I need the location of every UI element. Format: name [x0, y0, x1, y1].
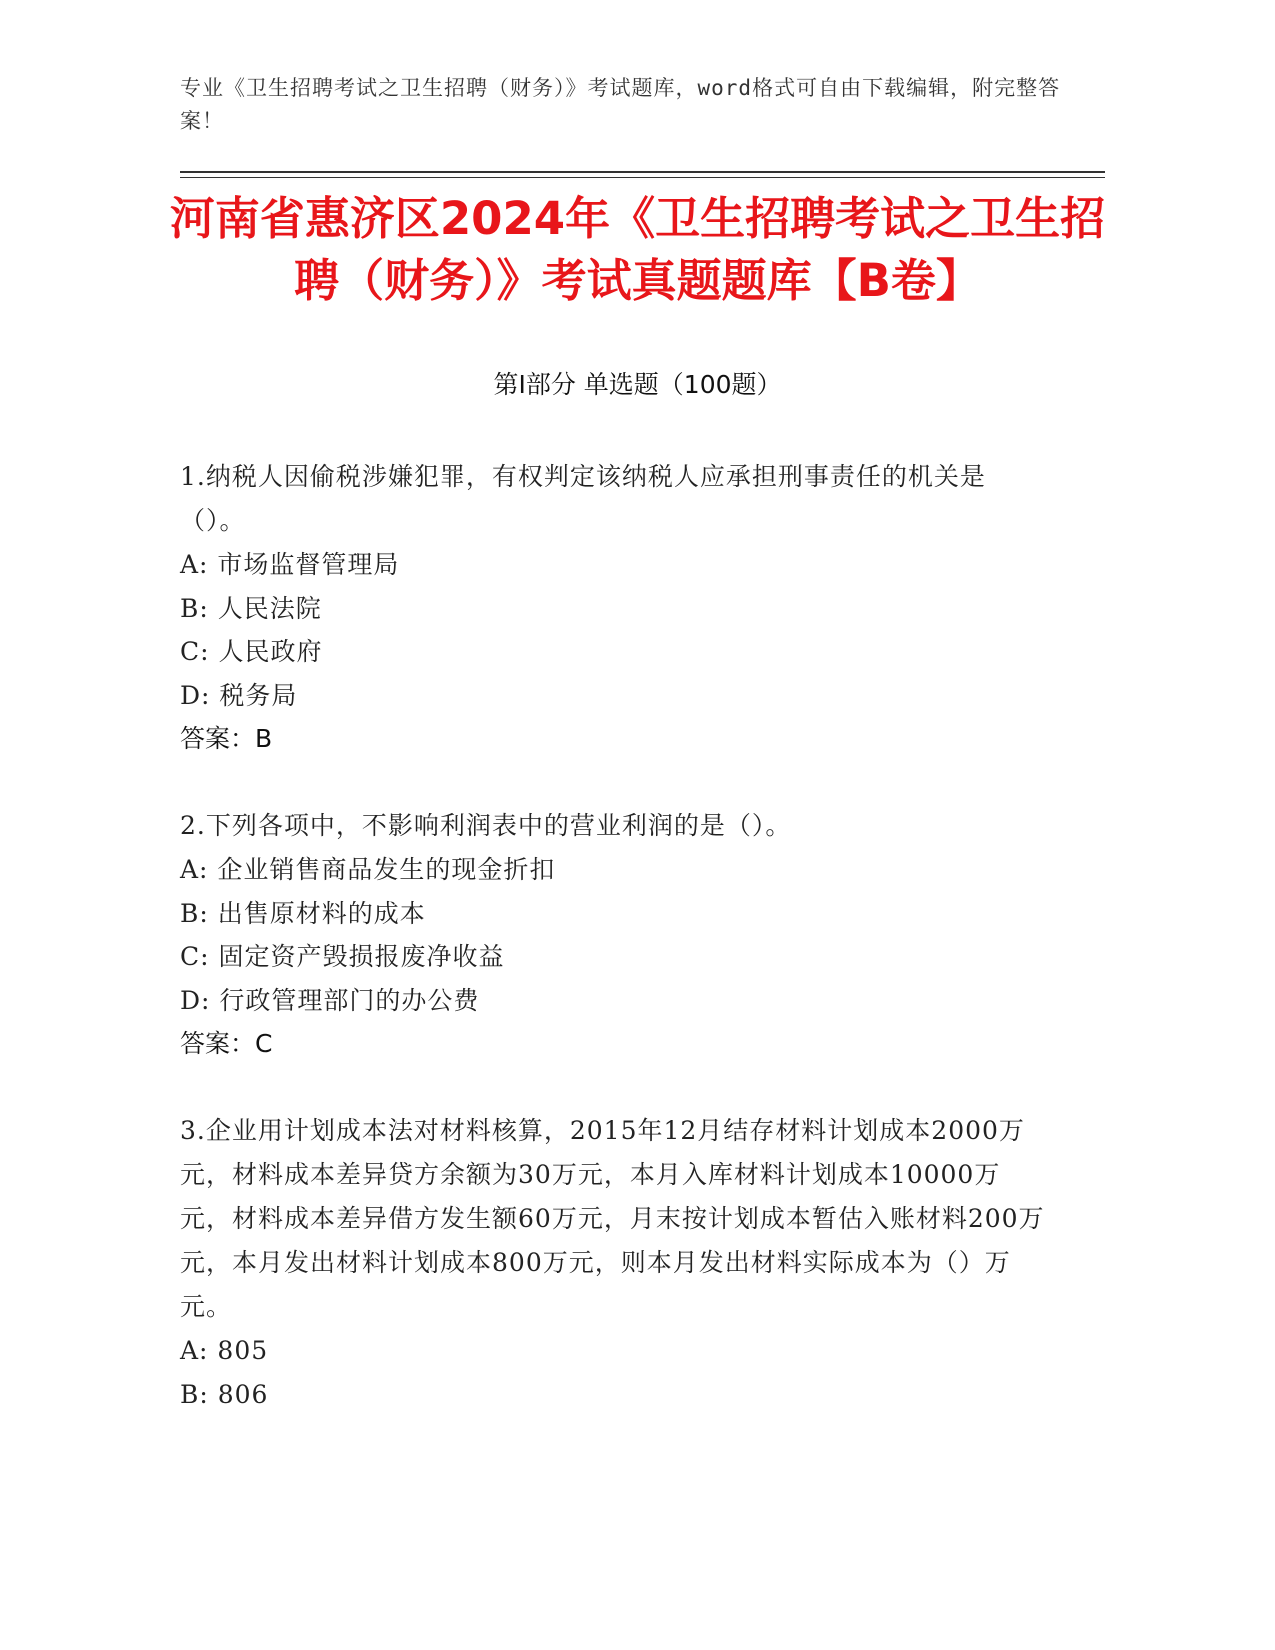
- question-stem: 3.企业用计划成本法对材料核算，2015年12月结存材料计划成本2000万元，材料成本差异贷方余额为30万元，本月入库材料计划成本10000万元，材料成本差异借方发生额60万元，月末按计划成本暂估入账材料200万元，本月发出材料计划成本800万元，则本月发出材料实际成本为（）万元。: [180, 1116, 1045, 1321]
- option-c: C: 固定资产毁损报废净收益: [180, 942, 505, 971]
- section-heading: 第I部分 单选题（100题）: [493, 370, 782, 399]
- answer: 答案：B: [180, 724, 273, 753]
- header-divider-thin: [180, 177, 1105, 178]
- question-1: [180, 455, 1050, 761]
- header-note: 专业《卫生招聘考试之卫生招聘（财务）》考试题库，word格式可自由下载编辑，附完整答案！: [180, 76, 1061, 133]
- option-a: A: 805: [180, 1336, 269, 1365]
- option-b: B: 出售原材料的成本: [180, 898, 426, 928]
- question-stem: 2.下列各项中，不影响利润表中的营业利润的是（）。: [180, 811, 792, 840]
- option-a: A: 市场监督管理局: [180, 550, 400, 579]
- header-divider-thick: [180, 171, 1105, 173]
- document-title: 河南省惠济区2024年《卫生招聘考试之卫生招聘（财务）》考试真题题库【B卷】: [169, 192, 1106, 307]
- option-c: C: 人民政府: [180, 637, 323, 666]
- option-a: A: 企业销售商品发生的现金折扣: [180, 855, 556, 884]
- question-2: [180, 804, 1050, 1066]
- option-b: B: 人民法院: [180, 593, 322, 623]
- option-d: D: 行政管理部门的办公费: [180, 985, 480, 1015]
- question-list: [180, 455, 1050, 1459]
- question-stem: 1.纳税人因偷税涉嫌犯罪，有权判定该纳税人应承担刑事责任的机关是（）。: [180, 462, 986, 535]
- option-d: D: 税务局: [180, 680, 298, 710]
- answer: 答案：C: [180, 1029, 273, 1058]
- question-3: [180, 1109, 1050, 1416]
- option-b: B: 806: [180, 1379, 269, 1409]
